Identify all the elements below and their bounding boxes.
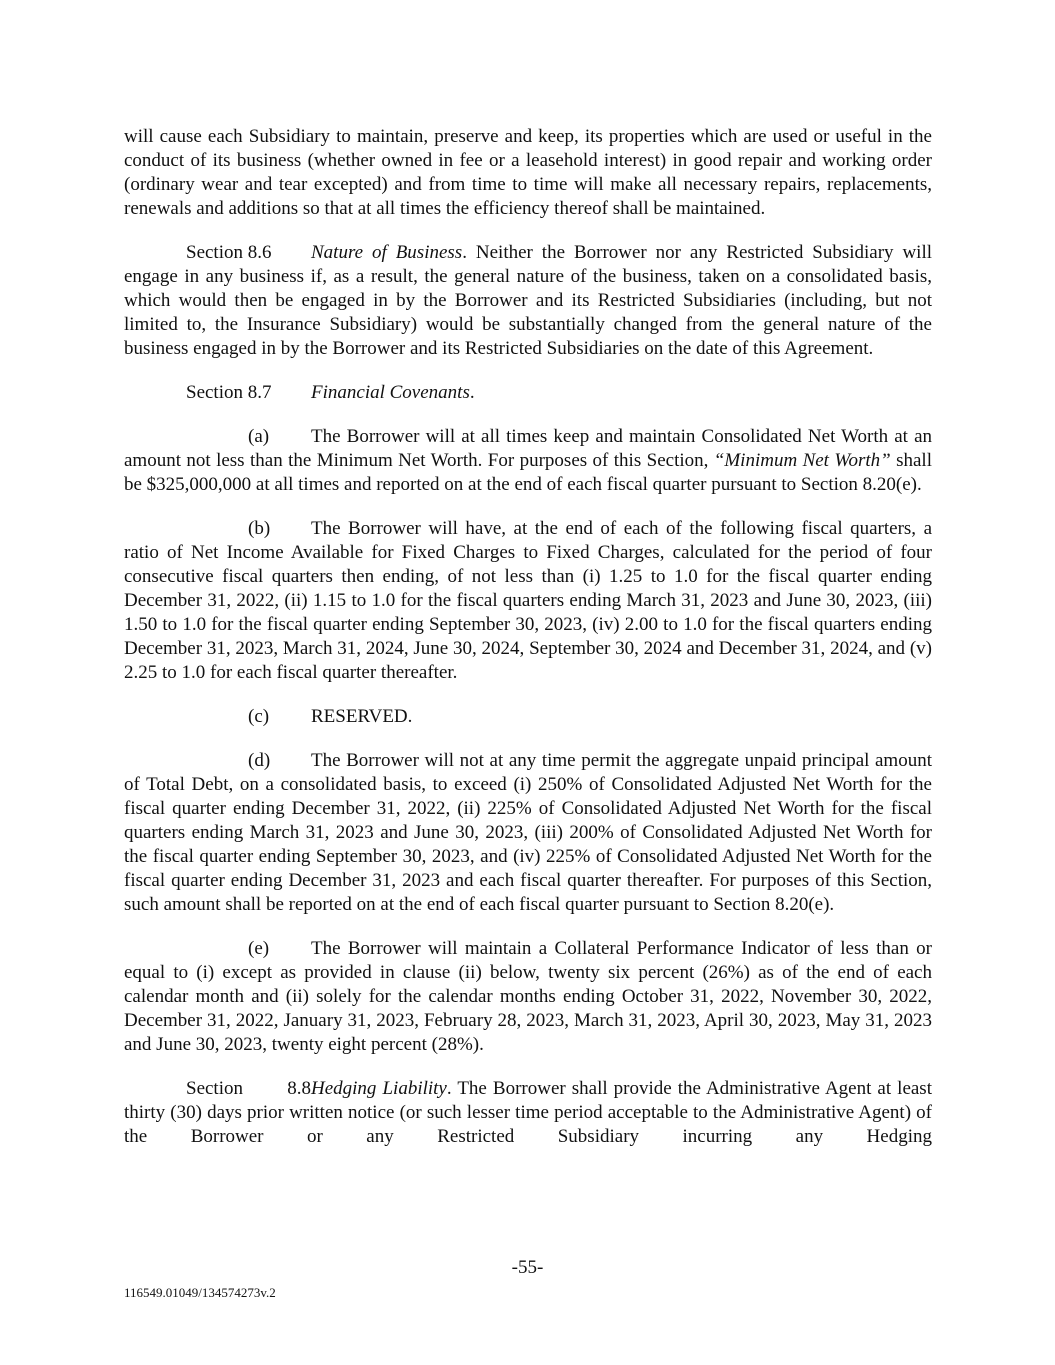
section-8-7-c-paragraph (124, 705, 932, 729)
section-8-7-e-label: (e) (248, 938, 270, 959)
section-8-7-b-label: (b) (248, 518, 271, 539)
section-8-7-a-text-2: shall be $325,000,000 at all times and reported on at the end of each fiscal quarter pursuant to Section 8.20(e). (124, 450, 932, 495)
section-8-6-heading: Nature of Business (311, 242, 463, 263)
section-8-7-paragraph: Section 8.7 Financial Covenants. (186, 382, 475, 403)
document-body (124, 125, 932, 1149)
section-8-7-d-text: The Borrower will not at any time permit the aggregate unpaid principal amount of Total Debt, on a consolidated basis, to exceed (i) 250% of Consolidated Adjusted Net Worth for the fiscal quarter ending December 31, 2022, (ii) 225% of Consolidated Adjusted Net Worth for the fiscal quarters ending March 31, 2023 and June 30, 2023, (iii) 200% of Consolidated Adjusted Net Worth for the fiscal quarter ending September 30, 2023, and (iv) 225% of Consolidated Adjusted Net Worth for the fiscal quarter ending December 31, 2023 and each fiscal quarter thereafter. For purposes of this Section, such amount shall be reported on at the end of each fiscal quarter pursuant to Section 8.20(e). (124, 750, 932, 915)
section-8-7-d-label: (d) (248, 750, 271, 771)
section-8-8-paragraph: Section 8.8Hedging Liability. The Borrower shall provide the Administrative Agent at least thirty (30) days prior written notice (or such lesser time period acceptable to the Administrative Agent) of the Borrower or any Restricted Subsidiary incurring any Hedging (124, 1078, 932, 1147)
section-8-7-b-text: The Borrower will have, at the end of each of the following fiscal quarters, a ratio of Net Income Available for Fixed Charges to Fixed Charges, calculated for the period of four consecutive fiscal quarters then ending, of not less than (i) 1.25 to 1.0 for the fiscal quarter ending December 31, 2022, (ii) 1.15 to 1.0 for the fiscal quarters ending March 31, 2023 and June 30, 2023, (iii) 1.50 to 1.0 for the fiscal quarter ending September 30, 2023, (iv) 2.00 to 1.0 for the fiscal quarters ending December 31, 2023, March 31, 2024, June 30, 2024, September 30, 2024 and December 31, 2024, and (v) 2.25 to 1.0 for each fiscal quarter thereafter. (124, 518, 932, 683)
section-8-7-c-label: (c) (248, 706, 270, 727)
continuation-paragraph: will cause each Subsidiary to maintain, preserve and keep, its properties which are used or useful in the conduct of its business (whether owned in fee or a leasehold interest) in good repair and working order (ordinary wear and tear excepted) and from time to time will make all necessary repairs, replacements, renewals and additions so that at all times the efficiency thereof shall be maintained. (124, 126, 932, 219)
section-8-7-b-paragraph (124, 517, 932, 685)
section-8-7-e-text: The Borrower will maintain a Collateral Performance Indicator of less than or equal to (i) except as provided in clause (ii) below, twenty six percent (26%) as of the end of each calendar month and (ii) solely for the calendar months ending October 31, 2022, November 30, 2022, December 31, 2022, January 31, 2023, February 28, 2023, March 31, 2023, April 30, 2023, May 31, 2023 and June 30, 2023, twenty eight percent (28%). (124, 938, 932, 1055)
document-id: 116549.01049/134574273v.2 (124, 1285, 276, 1300)
section-8-7-c-text: RESERVED. (311, 706, 413, 727)
section-8-7-a-text-1: The Borrower will at all times keep and maintain Consolidated Net Worth at an amount not less than the Minimum Net Worth. For purposes of this Section, (124, 426, 932, 471)
section-8-6-text: Neither the Borrower nor any Restricted Subsidiary will engage in any business if, as a result, the general nature of the business, taken on a consolidated basis, which would then be engaged in by the Borrower and its Restricted Subsidiaries (including, but not limited to, the Insurance Subsidiary) would be substantially changed from the general nature of the business engaged in by the Borrower and its Restricted Subsidiaries on the date of this Agreement. (124, 242, 933, 359)
section-8-7-e-paragraph (124, 937, 932, 1057)
section-8-7-number: Section 8.7 (186, 382, 272, 403)
section-8-8-text: The Borrower shall provide the Administrative Agent at least thirty (30) days prior written notice (or such lesser time period acceptable to the Administrative Agent) of the Borrower or any Restricted Subsidiary incurring any Hedging (124, 1078, 932, 1147)
section-8-8-number: Section 8.8 (186, 1078, 311, 1099)
section-8-7-d-paragraph (124, 749, 932, 917)
section-8-6-number: Section 8.6 (186, 242, 272, 263)
section-8-7-a-paragraph (124, 425, 932, 497)
page-number: -55- (511, 1257, 544, 1278)
section-8-6-paragraph: Section 8.6 Nature of Business. Neither the Borrower nor any Restricted Subsidiary will engage in any business if, as a result, the general nature of the business, taken on a consolidated basis, which would then be engaged in by the Borrower and its Restricted Subsidiaries (including, but not limited to, the Insurance Subsidiary) would be substantially changed from the general nature of the business engaged in by the Borrower and its Restricted Subsidiaries on the date of this Agreement. (124, 242, 933, 359)
section-8-7-heading: Financial Covenants (311, 382, 470, 403)
section-8-7-a-label: (a) (248, 426, 270, 447)
section-8-8-heading: Hedging Liability (311, 1078, 447, 1099)
defined-term-minimum-net-worth: “Minimum Net Worth” (713, 450, 891, 471)
